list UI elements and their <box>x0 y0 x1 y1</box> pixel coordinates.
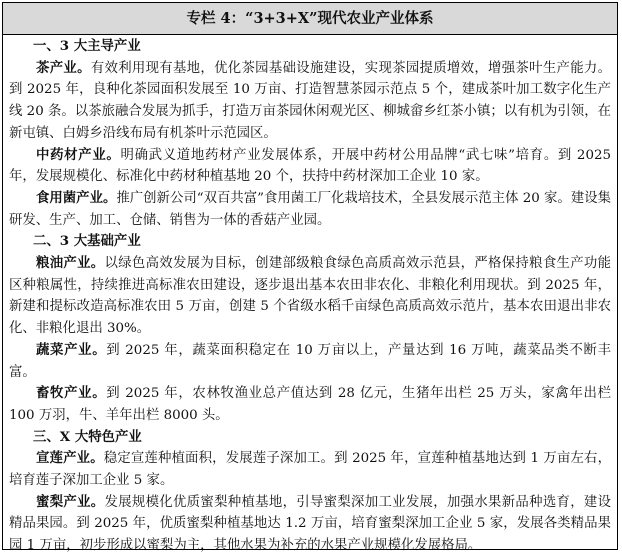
term-pear: 蜜梨产业。 <box>36 493 105 510</box>
column-box <box>2 2 618 554</box>
term-fungi: 食用菌产业。 <box>36 189 117 206</box>
text-grain: 以绿色高效发展为目标，创建部级粮食绿色高质高效示范县，严格保持粮食生产功能区种粮属性，持续推进高标准农田建设，逐步退出基本农田非农化、非粮化利用现状。到 2025 年，新建和提标改造高标准农田 5 万亩，创建 5 个省级水稻千亩绿色高质高效示范片，基本农田退出非农化、非粮化退出 30%。 <box>9 256 612 337</box>
text-livestock: 到 2025 年，农林牧渔业总产值达到 28 亿元，生猪年出栏 25 万头，家禽年出栏 100 万羽，牛、羊年出栏 8000 头。 <box>9 386 611 423</box>
section-heading-3: 三、X 大特色产业 <box>33 428 142 445</box>
paragraph-livestock <box>9 383 611 426</box>
term-herbal: 中药材产业。 <box>36 146 121 163</box>
paragraph-vegetable <box>9 340 611 383</box>
text-fungi: 推广创新公司“双百共富”食用菌工厂化栽培技术，全县发展示范主体 20 家。建设集研发、生产、加工、仓储、销售为一体的香菇产业园。 <box>9 190 612 228</box>
term-lotus: 宣莲产业。 <box>36 450 104 467</box>
term-tea: 茶产业。 <box>36 59 91 76</box>
column-title: 专栏 4：“3+3+X”现代农业产业体系 <box>3 3 617 35</box>
term-livestock: 畜牧产业。 <box>36 385 107 402</box>
paragraph-fungi <box>9 188 611 231</box>
paragraph-herbal <box>9 145 611 188</box>
term-grain: 粮油产业。 <box>36 255 105 272</box>
section-heading-2: 二、3 大基础产业 <box>33 233 141 250</box>
text-vegetable: 到 2025 年，蔬菜面积稳定在 10 万亩以上，产量达到 16 万吨，蔬菜品类不断丰富。 <box>9 342 611 380</box>
paragraph-tea <box>9 58 611 145</box>
term-vegetable: 蔬菜产业。 <box>36 341 107 358</box>
section-heading-1: 一、3 大主导产业 <box>33 38 141 54</box>
paragraph-lotus <box>9 448 611 491</box>
column-content <box>3 35 617 557</box>
text-tea: 有效利用现有基地，优化茶园基础设施建设，实现茶园提质增效，增强茶叶生产能力。到 2025 年，良种化茶园面积发展至 10 万亩、打造智慧茶园示范点 5 个，建成茶叶加工数字化生产线 20 条。以茶旅融合发展为抓手，打造万亩茶园休闲观光区、柳城畲乡红茶小镇；以有机为引领，在新屯镇、白姆乡沿线布局有机茶叶示范园区。 <box>9 60 612 141</box>
text-pear: 发展规模化优质蜜梨种植基地，引导蜜梨深加工业发展，加强水果新品种选育，建设精品果园。到 2025 年，优质蜜梨种植基地达 1.2 万亩，培育蜜梨深加工企业 5 家，发展各类精品果园 1 万亩，初步形成以蜜梨为主，其他水果为补充的水果产业规模化发展格局。 <box>9 494 612 554</box>
text-lotus: 稳定宣莲种植面积，发展莲子深加工。到 2025 年，宣莲种植基地达到 1 万亩左右，培育莲子深加工企业 5 家。 <box>9 451 611 489</box>
paragraph-pear <box>9 492 611 557</box>
paragraph-grain <box>9 253 611 340</box>
text-herbal: 明确武义道地药材产业发展体系，开展中药材公用品牌“武七味”培育。到 2025 年，发展规模化、标准化中药材种植基地 20 个，扶持中药材深加工企业 10 家。 <box>9 147 612 185</box>
